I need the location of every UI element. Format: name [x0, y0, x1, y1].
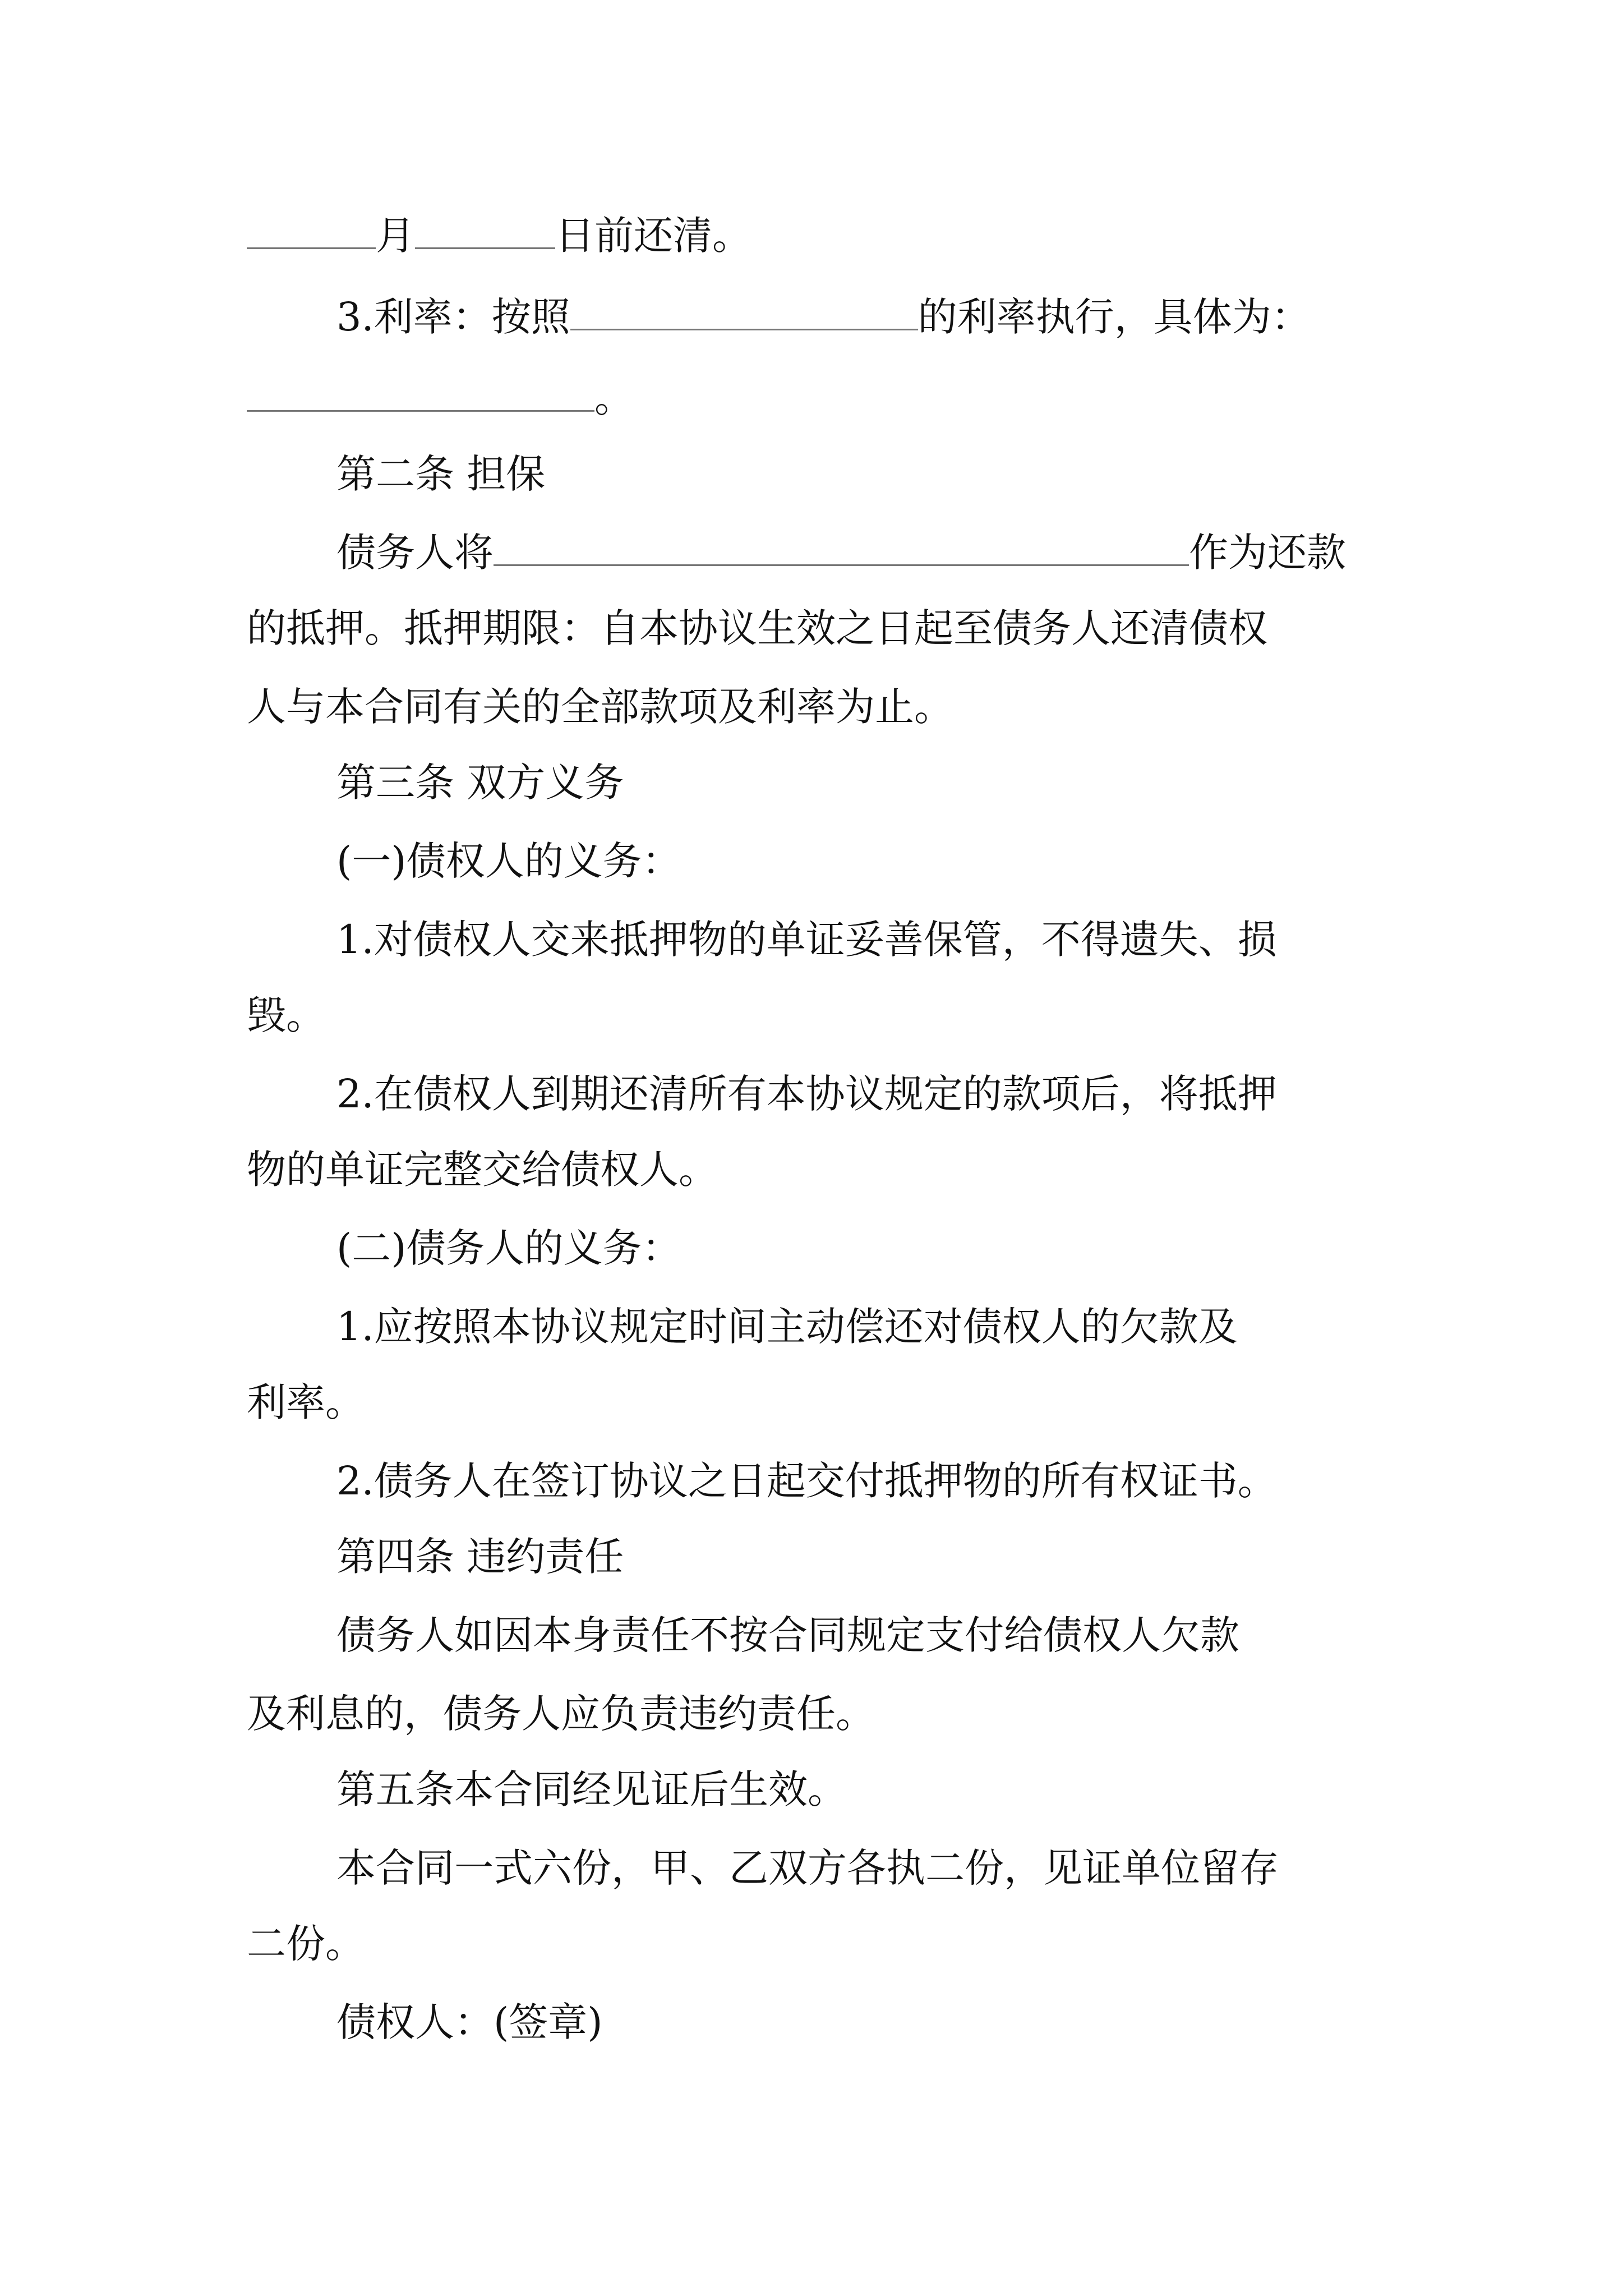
text-segment: 3.利率：按照: [336, 294, 570, 340]
subsection-heading: (二)债务人的义务：: [336, 1225, 681, 1271]
paragraph-line: 1.对债权人交来抵押物的单证妥善保管，不得遗失、损: [336, 917, 1277, 963]
paragraph-line: 2.在债权人到期还清所有本协议规定的款项后，将抵押: [336, 1071, 1277, 1117]
text-segment: 日前还清。: [555, 213, 751, 259]
rate-basis-blank[interactable]: [570, 300, 918, 330]
paragraph-line: 本合同一式六份，甲、乙双方各执二份，见证单位留存: [336, 1845, 1279, 1891]
paragraph-line: 债务人如因本身责任不按合同规定支付给债权人欠款: [336, 1612, 1239, 1658]
creditor-signature-line: 债权人：(签章): [336, 1999, 603, 2045]
day-blank[interactable]: [415, 218, 555, 249]
paragraph-line: 及利息的，债务人应负责违约责任。: [247, 1691, 875, 1737]
text-segment: 作为还款: [1189, 530, 1346, 576]
collateral-line: [336, 530, 1346, 576]
paragraph-line: 的抵押。抵押期限：自本协议生效之日起至债务人还清债权: [247, 605, 1267, 651]
paragraph-line: 1.应按照本协议规定时间主动偿还对债权人的欠款及: [336, 1304, 1238, 1350]
section-heading: 第五条本合同经见证后生效。: [336, 1766, 847, 1812]
text-segment: 。: [594, 375, 634, 421]
section-heading: 第二条 担保: [336, 451, 546, 497]
month-blank[interactable]: [247, 218, 376, 249]
paragraph-line: 二份。: [247, 1921, 365, 1967]
paragraph-line: 利率。: [247, 1379, 365, 1425]
paragraph-line: 毁。: [247, 992, 325, 1038]
rate-detail-blank[interactable]: [247, 381, 594, 412]
interest-rate-detail-line: [247, 375, 634, 421]
text-segment: 月: [376, 213, 415, 259]
section-heading: 第三条 双方义务: [336, 760, 624, 806]
paragraph-line: 2.债务人在签订协议之日起交付抵押物的所有权证书。: [336, 1458, 1277, 1504]
text-segment: 债务人将: [336, 530, 494, 576]
repayment-date-line: [247, 213, 751, 259]
collateral-blank[interactable]: [494, 535, 1189, 566]
interest-rate-line: [336, 294, 1311, 340]
paragraph-line: 物的单证完整交给债权人。: [247, 1147, 718, 1193]
section-heading: 第四条 违约责任: [336, 1534, 624, 1580]
subsection-heading: (一)债权人的义务：: [336, 838, 681, 884]
text-segment: 的利率执行，具体为：: [917, 294, 1311, 340]
paragraph-line: 人与本合同有关的全部款项及利率为止。: [247, 684, 953, 730]
